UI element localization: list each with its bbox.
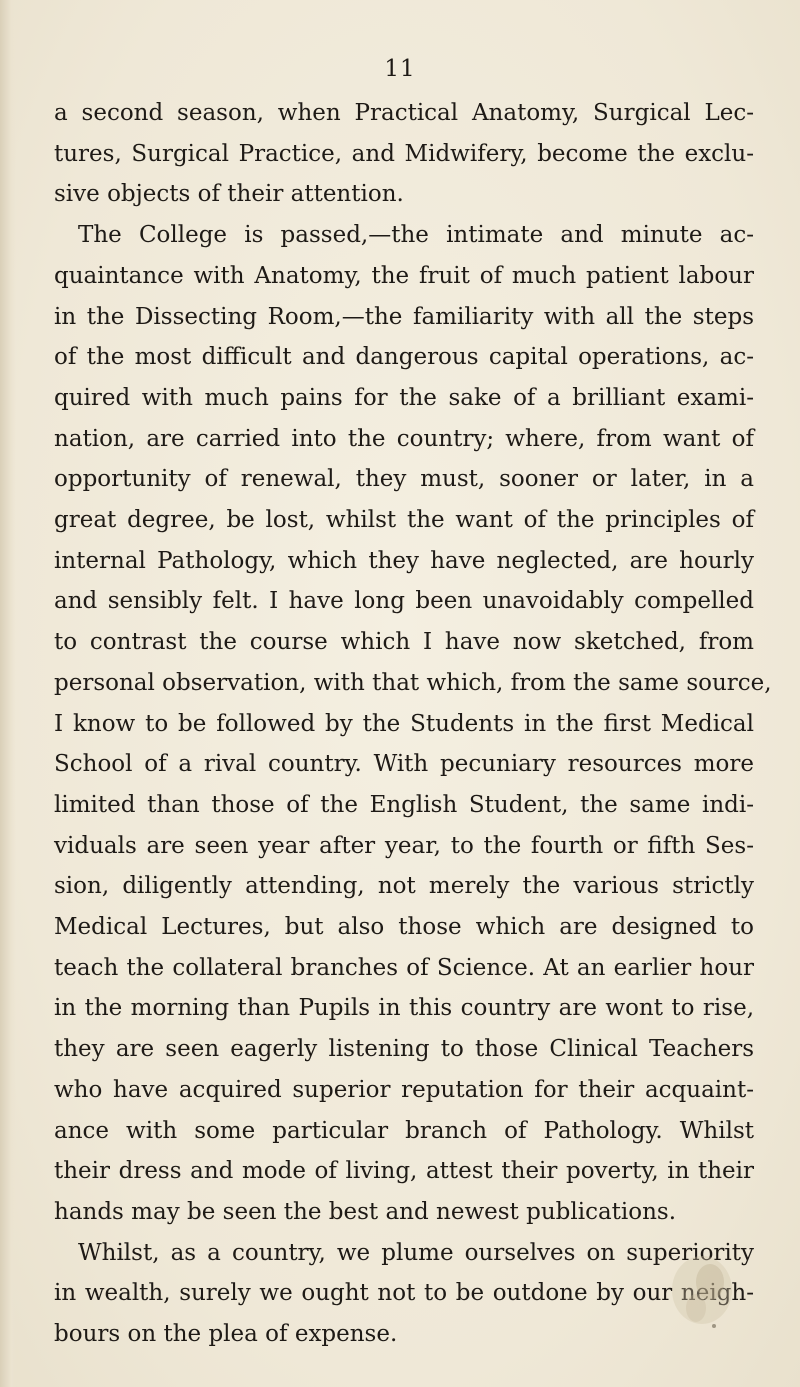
text-line: internal Pathology, which they have neglected, are hourly <box>54 547 754 574</box>
text-line: great degree, be lost, whilst the want of the principles of <box>54 507 754 534</box>
text-line: Medical Lectures, but also those which are designed to <box>54 914 754 941</box>
paragraph-2 <box>54 215 772 1233</box>
text-line: of the most difficult and dangerous capital operations, ac- <box>54 344 754 371</box>
text-line: ance with some particular branch of Pathology. Whilst <box>54 1117 754 1144</box>
text-line: The College is passed,—the intimate and minute ac- <box>78 222 754 249</box>
text-line: in the morning than Pupils in this country are wont to rise, <box>54 995 754 1022</box>
text-line: sion, diligently attending, not merely the various strictly <box>54 873 754 900</box>
text-line: who have acquired superior reputation for their acquaint- <box>54 1076 754 1103</box>
text-line: to contrast the course which I have now sketched, from <box>54 629 754 656</box>
page-gutter-shadow <box>0 0 16 1387</box>
text-line: personal observation, with that which, from the same source, <box>54 669 772 696</box>
text-line: they are seen eagerly listening to those Clinical Teachers <box>54 1036 754 1063</box>
text-line: quired with much pains for the sake of a brilliant exami- <box>54 384 754 411</box>
text-line: I know to be followed by the Students in the first Medical <box>54 710 754 737</box>
text-line: hands may be seen the best and newest publications. <box>54 1198 677 1225</box>
text-line: nation, are carried into the country; where, from want of <box>54 425 754 452</box>
text-line: opportunity of renewal, they must, sooner or later, in a <box>54 466 754 493</box>
text-line: School of a rival country. With pecuniary resources more <box>54 751 754 778</box>
text-line: their dress and mode of living, attest their poverty, in their <box>54 1158 754 1185</box>
text-line: quaintance with Anatomy, the fruit of much patient labour <box>54 262 754 289</box>
paper-stain-mark <box>640 1238 760 1368</box>
text-line: and sensibly felt. I have long been unavoidably compelled <box>54 588 754 615</box>
text-line: limited than those of the English Student, the same indi- <box>54 791 754 818</box>
text-line: in wealth, surely we ought not to be outdone by our neigh- <box>54 1280 754 1307</box>
paragraph-1 <box>54 93 754 215</box>
text-line: sive objects of their attention. <box>54 181 404 208</box>
body-text <box>54 93 772 1355</box>
text-line: Whilst, as a country, we plume ourselves on superiority <box>78 1239 754 1266</box>
text-line: teach the collateral branches of Science. At an earlier hour <box>54 954 754 981</box>
text-line: a second season, when Practical Anatomy, Surgical Lec- <box>54 100 754 126</box>
text-line: tures, Surgical Practice, and Midwifery, become the exclu- <box>54 140 754 167</box>
text-line: viduals are seen year after year, to the fourth or fifth Ses- <box>54 832 754 859</box>
text-line: bours on the plea of expense. <box>54 1321 398 1348</box>
text-line: in the Dissecting Room,—the familiarity with all the steps <box>54 303 754 330</box>
page-number: 11 <box>384 56 416 82</box>
